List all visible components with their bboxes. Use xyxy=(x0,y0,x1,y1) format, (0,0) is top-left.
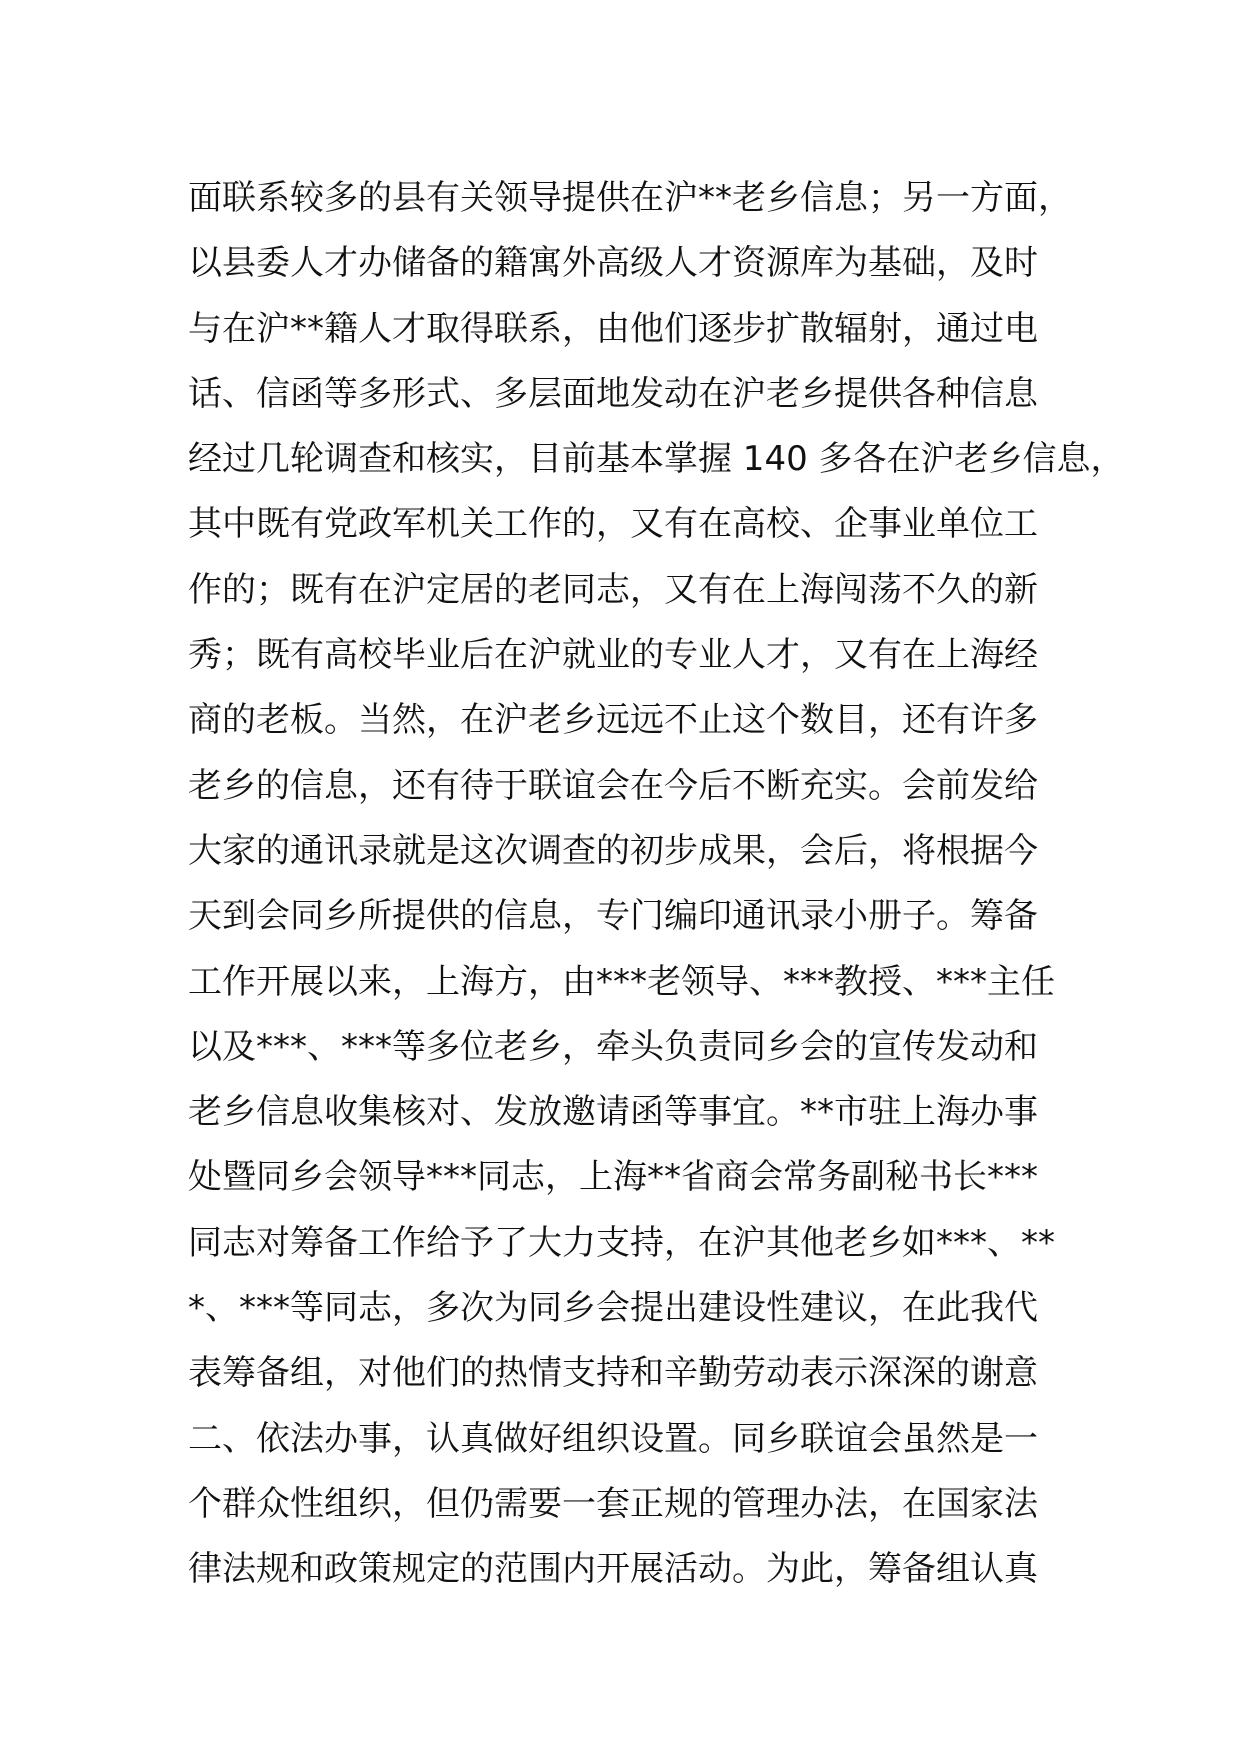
text-line: 大家的通讯录就是这次调查的初步成果，会后，将根据今 xyxy=(188,830,1038,871)
text-line: 个群众性组织，但仍需要一套正规的管理办法，在国家法 xyxy=(188,1483,1038,1524)
text-line: 秀；既有高校毕业后在沪就业的专业人才，又有在上海经 xyxy=(188,635,1038,676)
text-line: 天到会同乡所提供的信息，专门编印通讯录小册子。筹备 xyxy=(188,896,1038,937)
text-line: 面联系较多的县有关领导提供在沪**老乡信息；另一方面， xyxy=(188,178,1072,218)
text-line: 作的；既有在沪定居的老同志，又有在上海闯荡不久的新 xyxy=(188,569,1038,610)
text-line: 二、依法办事，认真做好组织设置。同乡联谊会虽然是一 xyxy=(188,1418,1038,1459)
text-line: 以县委人才办储备的籍寓外高级人才资源库为基础，及时 xyxy=(188,243,1038,284)
text-line: 话、信函等多形式、多层面地发动在沪老乡提供各种信息 xyxy=(188,373,1038,414)
text-line: 工作开展以来，上海方，由***老领导、***教授、***主任 xyxy=(188,961,1055,1002)
text-line: 同志对筹备工作给予了大力支持，在沪其他老乡如***、** xyxy=(188,1222,1055,1263)
text-line: 商的老板。当然，在沪老乡远远不止这个数目，还有许多 xyxy=(188,700,1038,741)
text-line: 律法规和政策规定的范围内开展活动。为此，筹备组认真 xyxy=(188,1549,1038,1590)
text-line: 与在沪**籍人才取得联系，由他们逐步扩散辐射，通过电 xyxy=(188,308,1038,349)
text-line: *、***等同志，多次为同乡会提出建设性建议，在此我代 xyxy=(188,1288,1038,1329)
text-line: 以及***、***等多位老乡，牵头负责同乡会的宣传发动和 xyxy=(188,1026,1038,1067)
text-line: 老乡的信息，还有待于联谊会在今后不断充实。会前发给 xyxy=(188,765,1038,806)
text-line: 处暨同乡会领导***同志，上海**省商会常务副秘书长*** xyxy=(188,1157,1038,1198)
body-text xyxy=(188,166,1125,1603)
text-line: 其中既有党政军机关工作的，又有在高校、企事业单位工 xyxy=(188,504,1038,545)
text-line: 表筹备组，对他们的热情支持和辛勤劳动表示深深的谢意 xyxy=(188,1353,1038,1394)
text-line: 老乡信息收集核对、发放邀请函等事宜。**市驻上海办事 xyxy=(188,1092,1038,1133)
text-line: 经过几轮调查和核实，目前基本掌握 140 多各在沪老乡信息， xyxy=(188,439,1125,480)
